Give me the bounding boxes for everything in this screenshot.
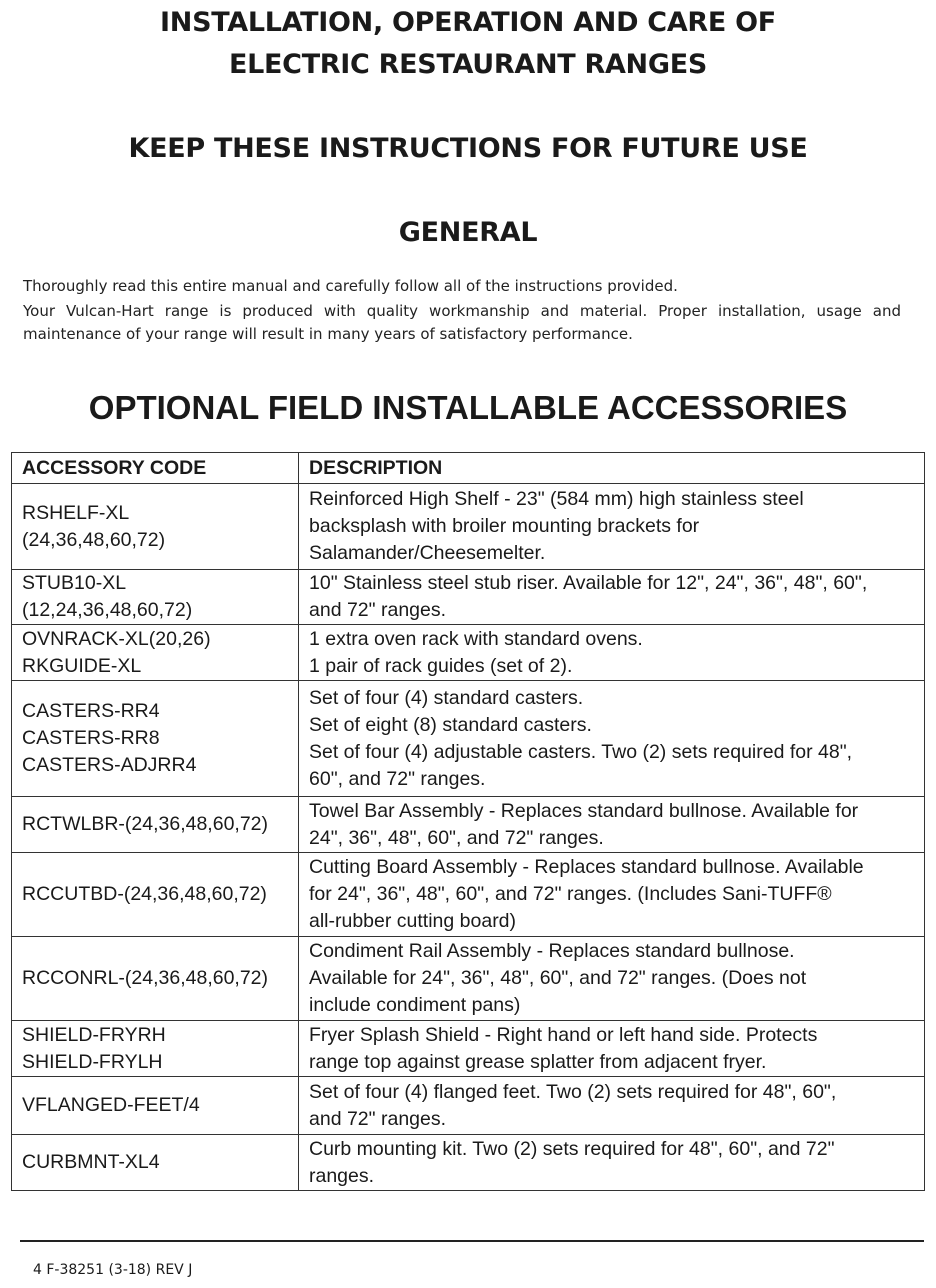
accessory-description-cell bbox=[299, 681, 925, 797]
document-title-line-2: ELECTRIC RESTAURANT RANGES bbox=[228, 49, 707, 80]
table-row bbox=[12, 937, 925, 1021]
accessory-description-cell bbox=[299, 1077, 925, 1135]
intro-paragraph-1: Thoroughly read this entire manual and carefully follow all of the instructions provided. bbox=[23, 277, 678, 295]
accessory-description-line: 10" Stainless steel stub riser. Available for 12", 24", 36", 48", 60", bbox=[309, 572, 868, 594]
accessory-description-line: Set of four (4) adjustable casters. Two (2) sets required for 48", bbox=[309, 740, 853, 763]
accessory-code-line: CASTERS-ADJRR4 bbox=[22, 754, 197, 776]
table-row bbox=[12, 484, 925, 570]
accessory-code-cell bbox=[12, 1077, 299, 1135]
accessory-description-line: 24", 36", 48", 60", and 72" ranges. bbox=[309, 826, 604, 849]
accessory-description-line: Fryer Splash Shield - Right hand or left hand side. Protects bbox=[309, 1023, 818, 1046]
accessory-description-line: Reinforced High Shelf - 23" (584 mm) high stainless steel bbox=[309, 488, 804, 510]
accessory-description-line: 1 pair of rack guides (set of 2). bbox=[309, 654, 573, 677]
accessory-code-line: STUB10-XL bbox=[22, 572, 127, 594]
keep-instructions-notice: KEEP THESE INSTRUCTIONS FOR FUTURE USE bbox=[128, 133, 808, 164]
accessory-description-line: Set of four (4) standard casters. bbox=[309, 686, 584, 709]
accessory-description-cell bbox=[299, 797, 925, 853]
general-heading: GENERAL bbox=[398, 217, 538, 248]
table-row bbox=[12, 797, 925, 853]
table-row bbox=[12, 681, 925, 797]
accessory-code-line: VFLANGED-FEET/4 bbox=[22, 1094, 200, 1116]
accessory-code-line: CASTERS-RR8 bbox=[22, 727, 160, 749]
accessory-description-line: backsplash with broiler mounting brackets for bbox=[309, 515, 700, 537]
accessory-description-cell bbox=[299, 1135, 925, 1191]
accessory-description-cell bbox=[299, 625, 925, 681]
accessories-table bbox=[11, 452, 925, 1191]
accessory-code-cell bbox=[12, 937, 299, 1021]
accessory-description-line: Set of four (4) flanged feet. Two (2) sets required for 48", 60", bbox=[309, 1080, 837, 1103]
accessory-description-cell bbox=[299, 853, 925, 937]
footer-divider bbox=[20, 1240, 924, 1242]
table-header-row bbox=[12, 453, 925, 484]
accessory-description-line: all-rubber cutting board) bbox=[309, 910, 517, 932]
accessory-description-line: Salamander/Cheesemelter. bbox=[309, 542, 546, 564]
accessory-code-line: (12,24,36,48,60,72) bbox=[22, 599, 193, 621]
accessory-description-line: Set of eight (8) standard casters. bbox=[309, 713, 592, 736]
accessory-code-cell bbox=[12, 853, 299, 937]
accessory-description-line: 1 extra oven rack with standard ovens. bbox=[309, 627, 643, 650]
accessory-description-line: Available for 24", 36", 48", 60", and 72" ranges. (Does not bbox=[309, 967, 807, 989]
table-row bbox=[12, 570, 925, 625]
accessory-code-cell bbox=[12, 681, 299, 797]
accessory-code-line: RCCUTBD-(24,36,48,60,72) bbox=[22, 883, 267, 905]
accessories-heading: OPTIONAL FIELD INSTALLABLE ACCESSORIES bbox=[88, 389, 848, 426]
accessory-code-cell bbox=[12, 484, 299, 570]
accessory-description-cell bbox=[299, 1021, 925, 1077]
column-header-accessory-code: ACCESSORY CODE bbox=[12, 453, 299, 484]
footer-page-reference: 4 F-38251 (3-18) REV J bbox=[33, 1262, 193, 1278]
accessory-code-line: CASTERS-RR4 bbox=[22, 700, 160, 722]
accessory-code-cell bbox=[12, 570, 299, 625]
accessory-description-line: and 72" ranges. bbox=[309, 599, 447, 621]
column-header-description: DESCRIPTION bbox=[299, 453, 925, 484]
table-row bbox=[12, 853, 925, 937]
accessory-description-cell bbox=[299, 937, 925, 1021]
accessory-code-line: RCCONRL-(24,36,48,60,72) bbox=[22, 967, 269, 989]
accessory-description-line: Towel Bar Assembly - Replaces standard bullnose. Available for bbox=[309, 799, 859, 822]
intro-paragraph-2: Your Vulcan-Hart range is produced with quality workmanship and material. Proper installation, usage and maintenance of your range will result in many years of satisfactory performance. bbox=[23, 302, 901, 343]
accessory-description-line: 60", and 72" ranges. bbox=[309, 767, 486, 790]
table-row bbox=[12, 625, 925, 681]
accessory-code-line: SHIELD-FRYLH bbox=[22, 1050, 163, 1073]
accessory-description-line: ranges. bbox=[309, 1164, 375, 1187]
accessory-description-line: range top against grease splatter from adjacent fryer. bbox=[309, 1050, 767, 1073]
accessory-code-cell bbox=[12, 625, 299, 681]
table-row bbox=[12, 1077, 925, 1135]
accessory-code-line: SHIELD-FRYRH bbox=[22, 1023, 166, 1046]
accessory-code-line: OVNRACK-XL(20,26) bbox=[22, 627, 211, 650]
accessory-code-line: RSHELF-XL bbox=[22, 501, 130, 524]
accessory-code-cell bbox=[12, 1135, 299, 1191]
table-row bbox=[12, 1021, 925, 1077]
accessory-code-line: RKGUIDE-XL bbox=[22, 654, 142, 677]
accessory-code-cell bbox=[12, 797, 299, 853]
accessory-description-line: Cutting Board Assembly - Replaces standard bullnose. Available bbox=[309, 856, 864, 878]
accessory-code-line: RCTWLBR-(24,36,48,60,72) bbox=[22, 813, 269, 835]
table-row bbox=[12, 1135, 925, 1191]
accessory-code-cell bbox=[12, 1021, 299, 1077]
accessory-description-line: Condiment Rail Assembly - Replaces standard bullnose. bbox=[309, 940, 795, 962]
accessory-description-line: Curb mounting kit. Two (2) sets required for 48", 60", and 72" bbox=[309, 1137, 835, 1160]
document-title-line-1: INSTALLATION, OPERATION AND CARE OF bbox=[160, 7, 776, 38]
accessory-code-line: (24,36,48,60,72) bbox=[22, 528, 166, 551]
accessories-table-body bbox=[12, 484, 925, 1191]
accessory-code-line: CURBMNT-XL4 bbox=[22, 1151, 160, 1173]
accessory-description-line: for 24", 36", 48", 60", and 72" ranges. (Includes Sani-TUFF® bbox=[309, 883, 832, 905]
accessory-description-line: and 72" ranges. bbox=[309, 1107, 447, 1130]
accessory-description-cell bbox=[299, 484, 925, 570]
accessory-description-line: include condiment pans) bbox=[309, 994, 521, 1016]
accessory-description-cell bbox=[299, 570, 925, 625]
